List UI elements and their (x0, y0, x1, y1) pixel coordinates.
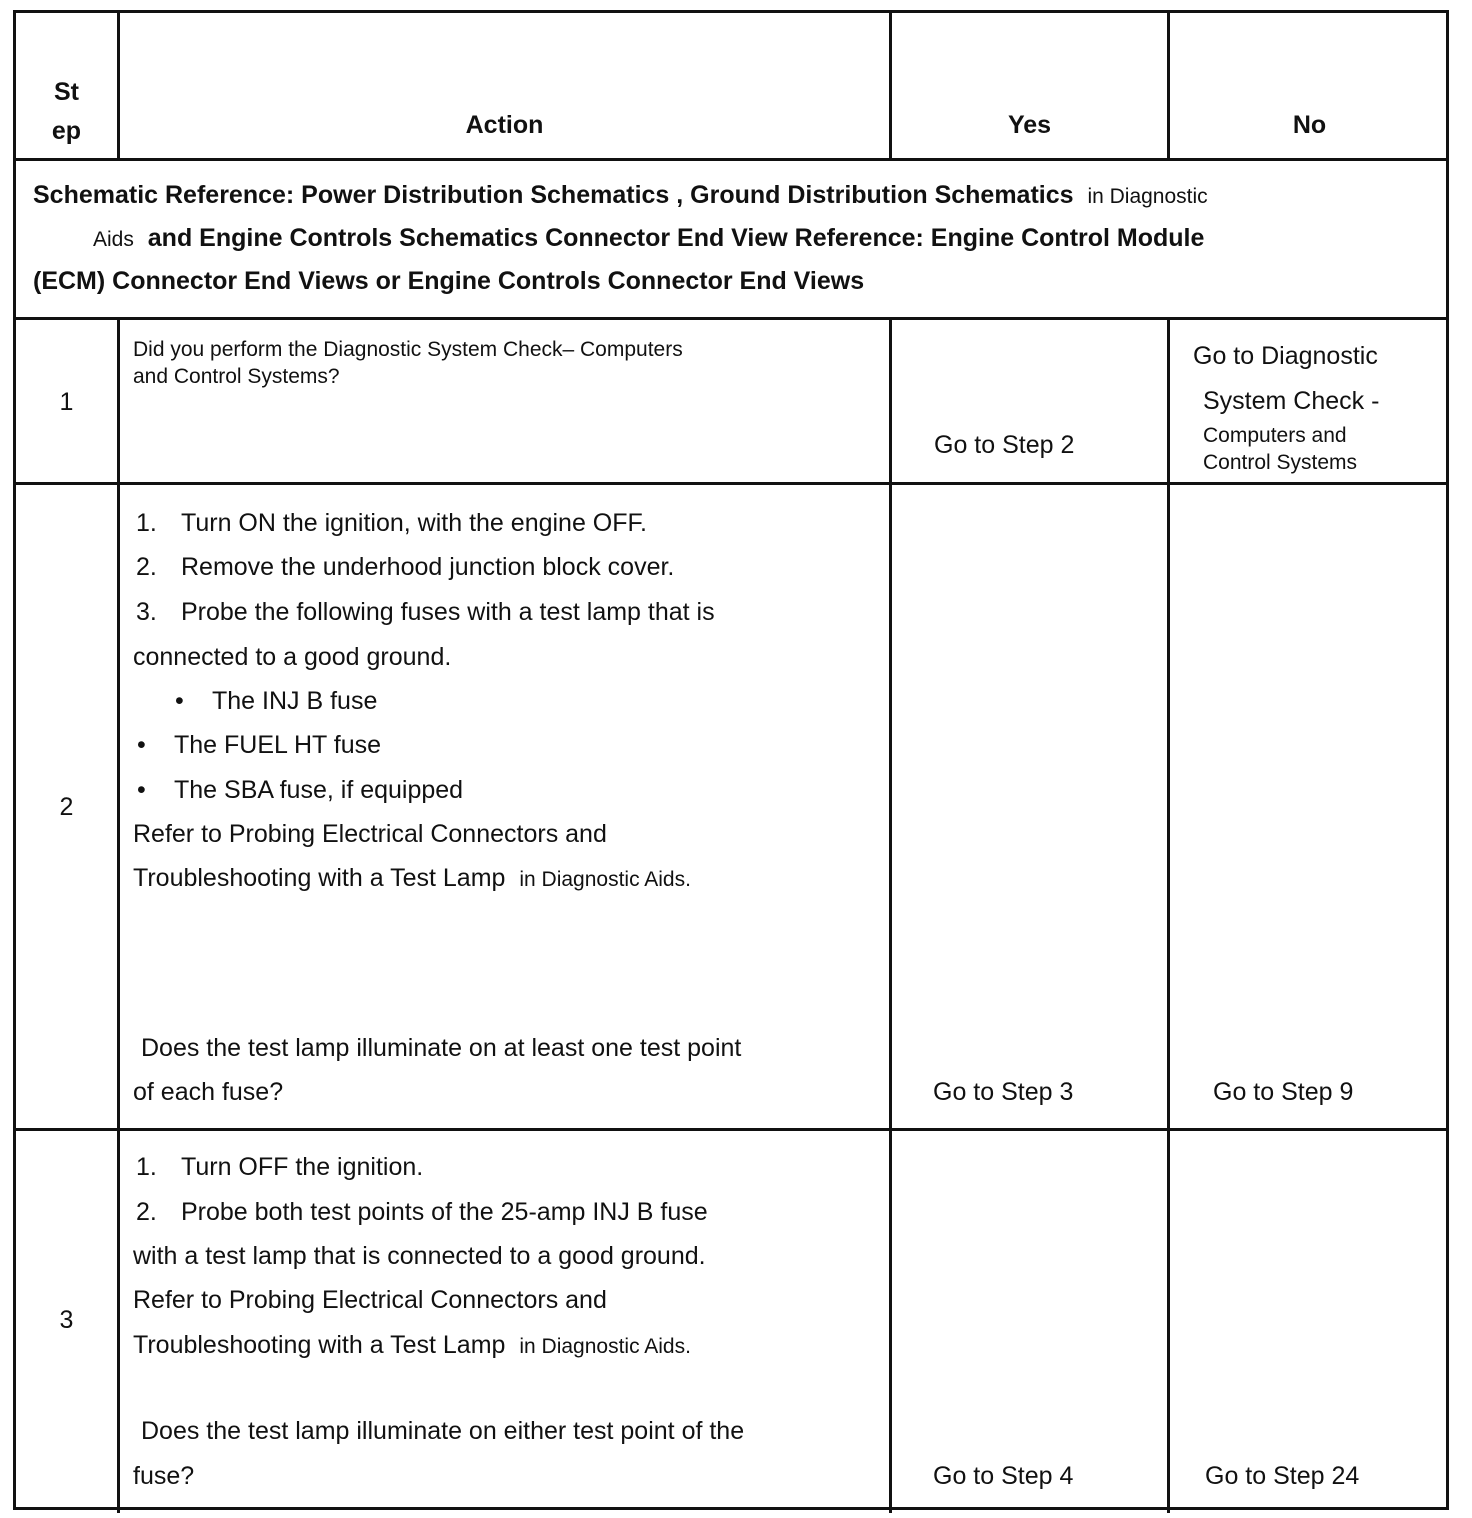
no-result: Go to Step 9 (1213, 1078, 1354, 1106)
list-number: 2. (136, 553, 157, 581)
list-number: 1. (136, 1153, 157, 1181)
question-text: fuse? (133, 1462, 195, 1490)
action-text: connected to a good ground. (133, 643, 452, 671)
step-number: 1 (59, 388, 74, 416)
reference-divider (16, 317, 1446, 320)
action-text: with a test lamp that is connected to a good ground. (133, 1242, 706, 1270)
yes-result: Go to Step 4 (933, 1462, 1074, 1490)
bullet: • (137, 731, 146, 759)
bullet: • (137, 776, 146, 804)
action-text: and Control Systems? (133, 365, 340, 388)
step-number: 2 (59, 793, 74, 821)
no-result: Go to Diagnostic (1193, 342, 1378, 370)
action-text: Did you perform the Diagnostic System Check– Computers (133, 338, 683, 361)
column-divider (889, 317, 892, 1513)
bullet: • (175, 687, 184, 715)
no-result: Computers and (1203, 424, 1347, 447)
list-number: 1. (136, 509, 157, 537)
action-text: Turn OFF the ignition. (181, 1153, 424, 1181)
action-text: Turn ON the ignition, with the engine OFF. (181, 509, 647, 537)
column-divider (117, 317, 120, 1513)
header-no: No (1292, 111, 1327, 139)
list-number: 2. (136, 1198, 157, 1226)
action-text: Troubleshooting with a Test Lamp in Diagnostic Aids. (133, 864, 691, 892)
action-text: The SBA fuse, if equipped (174, 776, 464, 804)
question-text: Does the test lamp illuminate on at least one test point (141, 1034, 742, 1062)
action-text: The FUEL HT fuse (174, 731, 382, 759)
yes-result: Go to Step 3 (933, 1078, 1074, 1106)
action-text: Refer to Probing Electrical Connectors and (133, 820, 607, 848)
column-divider (1167, 317, 1170, 1513)
action-text: Refer to Probing Electrical Connectors and (133, 1286, 607, 1314)
action-text: Probe the following fuses with a test lamp that is (181, 598, 715, 626)
no-result: Control Systems (1203, 451, 1358, 474)
action-text: Remove the underhood junction block cover. (181, 553, 675, 581)
action-text: Troubleshooting with a Test Lamp in Diagnostic Aids. (133, 1331, 691, 1359)
row2-divider (16, 1128, 1446, 1131)
header-step: St ep (51, 78, 82, 145)
row1-divider (16, 482, 1446, 485)
diagnostic-table (13, 10, 1449, 1510)
schematic-reference-line3: (ECM) Connector End Views or Engine Controls Connector End Views (33, 267, 865, 295)
action-text: The INJ B fuse (212, 687, 378, 715)
question-text: Does the test lamp illuminate on either test point of the (141, 1417, 745, 1445)
schematic-reference-line1: Schematic Reference: Power Distribution Schematics , Ground Distribution Schematics in Diagnostic (33, 181, 1208, 209)
no-result: Go to Step 24 (1205, 1462, 1360, 1490)
list-number: 3. (136, 598, 157, 626)
header-action: Action (465, 111, 544, 139)
yes-result: Go to Step 2 (934, 431, 1075, 459)
header-yes: Yes (1007, 111, 1052, 139)
schematic-reference-line2: Aids and Engine Controls Schematics Connector End View Reference: Engine Control Module (93, 224, 1205, 252)
header-divider (16, 158, 1446, 161)
question-text: of each fuse? (133, 1078, 284, 1106)
no-result: System Check - (1203, 387, 1380, 415)
action-text: Probe both test points of the 25-amp INJ B fuse (181, 1198, 708, 1226)
step-number: 3 (59, 1306, 74, 1334)
